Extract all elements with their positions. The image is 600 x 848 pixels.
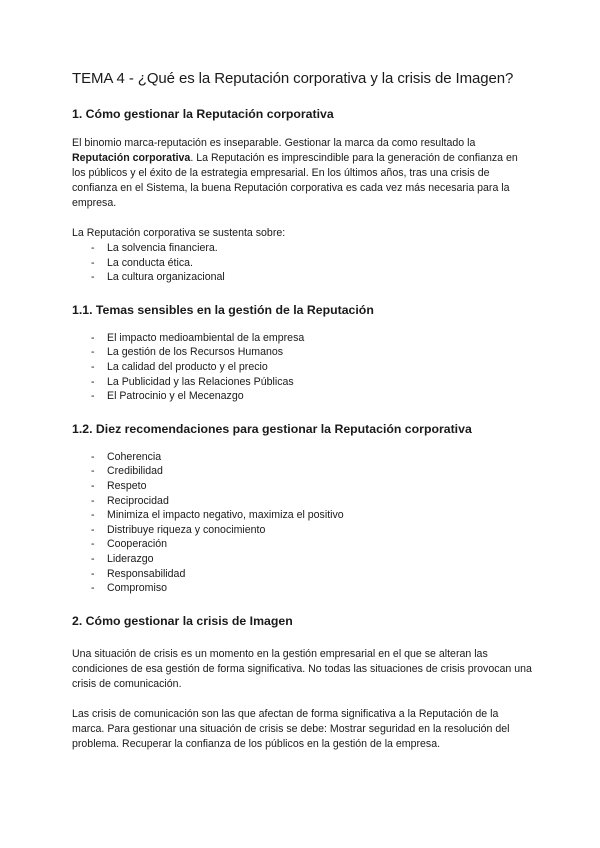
bullet-dash: - bbox=[91, 494, 95, 507]
section-1-heading: 1. Cómo gestionar la Reputación corporativa bbox=[72, 107, 334, 121]
section-1-1-list bbox=[72, 331, 532, 404]
list-item-text: Distribuye riqueza y conocimiento bbox=[107, 523, 266, 536]
list-item bbox=[72, 450, 532, 465]
list-item bbox=[72, 494, 532, 509]
section-2-paragraph-2: Las crisis de comunicación son las que afectan de forma significativa a la Reputación de la marca. Para gestionar una situación de crisis se debe: Mostrar seguridad en la resolución del problema. Recuperar la confianza de los públicos en la gestión de la empresa. bbox=[72, 707, 510, 750]
bullet-dash: - bbox=[91, 552, 95, 565]
list-item bbox=[72, 508, 532, 523]
bullet-dash: - bbox=[91, 509, 95, 522]
bullet-dash: - bbox=[91, 360, 95, 373]
list-item-text: Coherencia bbox=[107, 450, 162, 463]
list-item-text: El impacto medioambiental de la empresa bbox=[107, 331, 305, 344]
bullet-dash: - bbox=[91, 390, 95, 403]
paragraph-text: . La Reputación es imprescindible para la generación de confianza en los públicos y el éxito de la estrategia empresarial. En los últimos años, tras una crisis de confianza en el Sistema, la buena Reputación corporativa es cada vez más necesaria para la empresa. bbox=[72, 152, 518, 209]
list-item-text: Liderazgo bbox=[107, 552, 154, 565]
bullet-dash: - bbox=[91, 375, 95, 388]
section-1-paragraph bbox=[72, 136, 532, 211]
list-item bbox=[72, 552, 532, 567]
list-item bbox=[72, 479, 532, 494]
list-item bbox=[72, 270, 532, 285]
list-item bbox=[72, 241, 532, 256]
list-item-text: El Patrocinio y el Mecenazgo bbox=[107, 390, 244, 403]
list-item bbox=[72, 360, 532, 375]
bullet-dash: - bbox=[91, 331, 95, 344]
bullet-dash: - bbox=[91, 242, 95, 254]
list-item-text: Reciprocidad bbox=[107, 494, 169, 507]
list-item bbox=[72, 256, 532, 271]
section-2-paragraph-1: Una situación de crisis es un momento en la gestión empresarial en el que se alteran las condiciones de esa gestión de forma significativa. No todas las situaciones de crisis provocan una crisis de comunicación. bbox=[72, 647, 532, 690]
bullet-dash: - bbox=[91, 567, 95, 580]
bullet-dash: - bbox=[91, 271, 95, 284]
list-item bbox=[72, 375, 532, 390]
section-1-list bbox=[72, 241, 532, 285]
section-2-heading: 2. Cómo gestionar la crisis de Imagen bbox=[72, 613, 293, 628]
list-item-text: Respeto bbox=[107, 479, 147, 492]
bold-term: Reputación corporativa bbox=[72, 152, 191, 164]
paragraph-text: El binomio marca-reputación es inseparable. Gestionar la marca da como resultado la bbox=[72, 137, 476, 149]
list-item-text: La calidad del producto y el precio bbox=[107, 360, 268, 373]
list-item-text: Compromiso bbox=[107, 582, 168, 595]
list-item bbox=[72, 523, 532, 538]
bullet-dash: - bbox=[91, 582, 95, 595]
bullet-dash: - bbox=[91, 256, 95, 269]
page-title: TEMA 4 - ¿Qué es la Reputación corporativa y la crisis de Imagen? bbox=[72, 70, 514, 87]
section-1-1-heading: 1.1. Temas sensibles en la gestión de la Reputación bbox=[72, 302, 374, 317]
list-item-text: Cooperación bbox=[107, 538, 168, 551]
list-item bbox=[72, 567, 532, 582]
list-item bbox=[72, 389, 532, 404]
section-1-2-list bbox=[72, 450, 532, 596]
bullet-dash: - bbox=[91, 479, 95, 492]
bullet-dash: - bbox=[91, 465, 95, 478]
list-item-text: Credibilidad bbox=[107, 465, 163, 478]
bullet-dash: - bbox=[91, 450, 95, 463]
list-item bbox=[72, 464, 532, 479]
bullet-dash: - bbox=[91, 538, 95, 551]
list-item-text: La solvencia financiera. bbox=[107, 242, 218, 254]
list-item-text: La gestión de los Recursos Humanos bbox=[107, 346, 284, 359]
list-item bbox=[72, 331, 532, 346]
bullet-dash: - bbox=[91, 523, 95, 536]
list-item bbox=[72, 581, 532, 596]
section-1-list-intro: La Reputación corporativa se sustenta sobre: bbox=[72, 227, 286, 239]
list-item-text: La cultura organizacional bbox=[107, 271, 225, 284]
section-1-2-heading: 1.2. Diez recomendaciones para gestionar la Reputación corporativa bbox=[72, 421, 472, 436]
list-item-text: Minimiza el impacto negativo, maximiza el positivo bbox=[107, 509, 344, 522]
list-item-text: La conducta ética. bbox=[107, 256, 193, 269]
bullet-dash: - bbox=[91, 346, 95, 359]
list-item-text: Responsabilidad bbox=[107, 567, 186, 580]
list-item bbox=[72, 537, 532, 552]
list-item bbox=[72, 345, 532, 360]
list-item-text: La Publicidad y las Relaciones Públicas bbox=[107, 375, 294, 388]
document-page bbox=[72, 70, 532, 767]
